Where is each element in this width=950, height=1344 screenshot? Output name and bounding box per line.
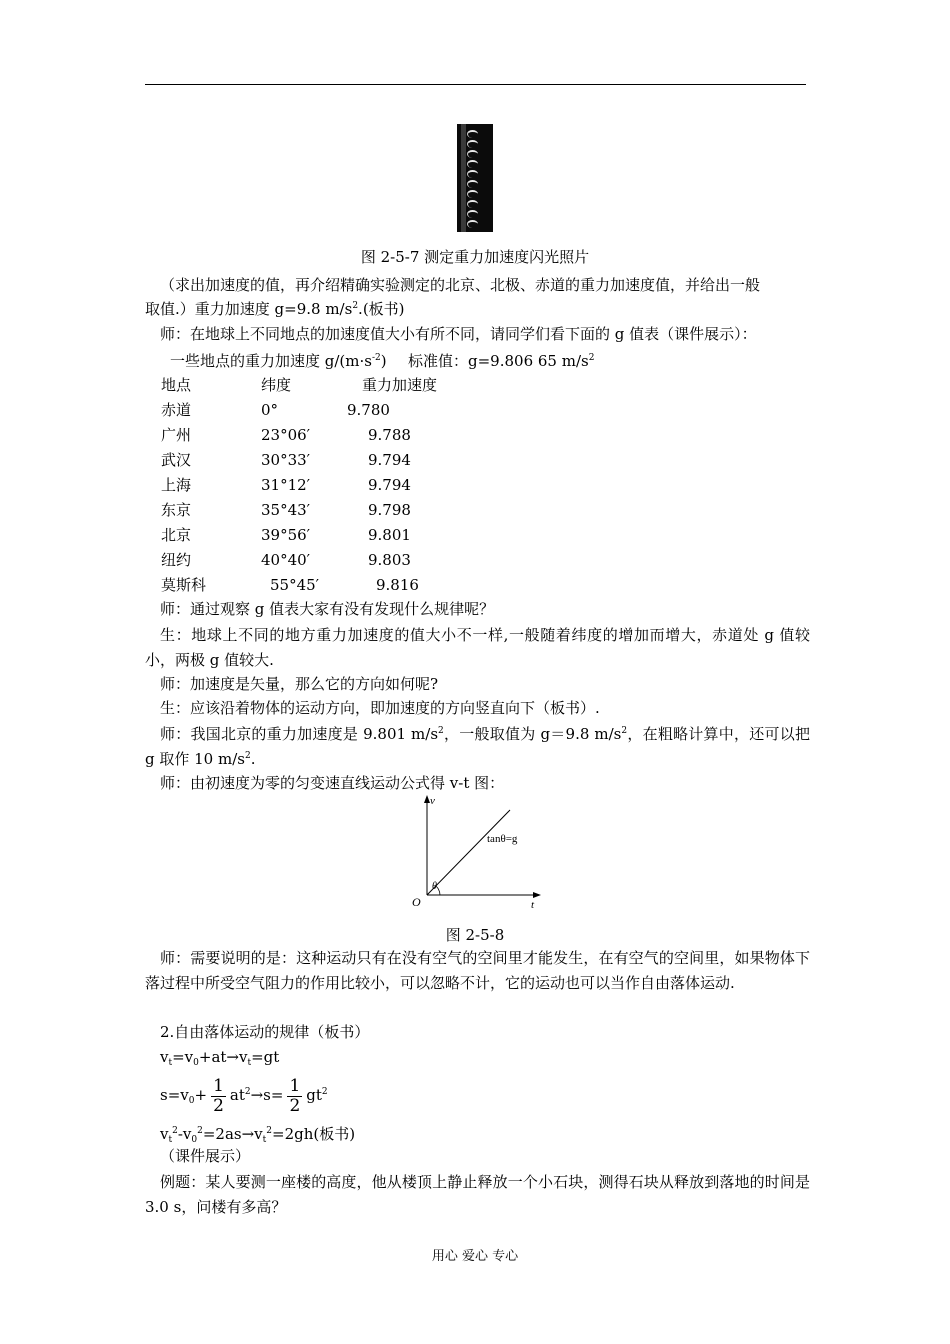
v-axis-label: v	[430, 795, 435, 807]
paragraph-line: 取值.）重力加速度 g=9.8 $m/s^2$.(板书)	[145, 300, 405, 318]
fraction-half: $\frac{1}{2}$	[213, 1075, 224, 1116]
dialog-answer: 生：地球上不同的地方重力加速度的值大小不一样,一般随着纬度的增加而增大，赤道处 g 值较小，两极 g 值较大.	[145, 626, 810, 669]
table-cell-g: 9.816	[376, 576, 419, 594]
dialog-question: 师：我国北京的重力加速度是 9.801 $m/s^2$，一般取值为 g＝9.8 $m/s^2$，在粗略计算中，还可以把 g 取作 10 $m/s^2$.	[145, 725, 810, 768]
table-cell-g: 9.803	[368, 551, 411, 569]
header-rule	[145, 84, 806, 85]
equation-velocity: $v_t=v_0+at\to v_t=gt$	[160, 1048, 280, 1068]
table-cell-latitude: 55°45′	[270, 576, 320, 594]
table-cell-g: 9.794	[368, 451, 411, 469]
t-axis-arrow	[533, 892, 541, 898]
table-cell-place: 北京	[161, 526, 192, 544]
table-header-latitude: 纬度	[261, 376, 292, 394]
photo-streak	[461, 124, 466, 232]
table-cell-latitude: 23°06′	[261, 426, 311, 444]
table-cell-g: 9.780	[347, 401, 390, 419]
table-cell-latitude: 40°40′	[261, 551, 311, 569]
dialog-question: 师：加速度是矢量，那么它的方向如何呢?	[160, 675, 439, 693]
fraction-half: $\frac{1}{2}$	[289, 1075, 301, 1116]
table-cell-place: 赤道	[161, 401, 192, 419]
equation-velocity-squared: $v_t^2-v_0^2=2as\to v_t^2=2gh$(板书)	[160, 1125, 356, 1145]
table-cell-place: 纽约	[161, 551, 192, 569]
paragraph-line: （求出加速度的值，再介绍精确实验测定的北京、北极、赤道的重力加速度值，并给出一般	[160, 276, 761, 294]
table-cell-latitude: 31°12′	[261, 476, 311, 494]
paragraph-line: 师：在地球上不同地点的加速度值大小有所不同，请同学们看下面的 g 值表（课件展示）：	[160, 325, 757, 343]
table-header-place: 地点	[161, 376, 192, 394]
table-header-gravity: 重力加速度	[362, 376, 438, 394]
flash-photo-image	[457, 124, 493, 232]
dialog-question: 师：通过观察 g 值表大家有没有发现什么规律呢？	[160, 600, 495, 618]
table-cell-g: 9.798	[368, 501, 411, 519]
slope-label: tanθ=g	[487, 833, 518, 845]
dialog-question: 师：由初速度为零的匀变速直线运动公式得 v-t 图：	[160, 774, 505, 792]
table-cell-latitude: 39°56′	[261, 526, 311, 544]
table-cell-latitude: 35°43′	[261, 501, 311, 519]
table-cell-place: 东京	[161, 501, 192, 519]
page-footer: 用心 爱心 专心	[431, 1249, 519, 1264]
table-cell-place: 广州	[161, 426, 192, 444]
table-standard-value: 标准值：g=9.806 65 $m/s^2$	[408, 352, 595, 370]
figure-caption-2-5-8: 图 2-5-8	[445, 926, 505, 944]
table-cell-latitude: 0°	[261, 401, 279, 419]
vt-graph	[400, 790, 550, 915]
table-cell-g: 9.788	[368, 426, 411, 444]
velocity-line	[427, 810, 510, 895]
dialog-answer: 生：应该沿着物体的运动方向，即加速度的方向竖直向下（板书）.	[160, 699, 600, 717]
courseware-note: （课件展示）	[160, 1147, 251, 1165]
equation-displacement: $s=v_0+$ $\frac{1}{2}$ $at^2\to s=$ $\frac{1}{2}$ $gt^2$	[160, 1075, 328, 1116]
origin-label: O	[412, 895, 421, 909]
theta-label: θ	[432, 881, 437, 892]
t-axis-label: t	[531, 899, 535, 911]
table-cell-latitude: 30°33′	[261, 451, 311, 469]
figure-caption-2-5-7: 图 2-5-7 测定重力加速度闪光照片	[360, 248, 590, 266]
note-paragraph: 师：需要说明的是：这种运动只有在没有空气的空间里才能发生，在有空气的空间里，如果物体下落过程中所受空气阻力的作用比较小，可以忽略不计，它的运动也可以当作自由落体运动.	[145, 949, 810, 992]
table-cell-place: 上海	[161, 476, 192, 494]
table-cell-place: 莫斯科	[161, 576, 207, 594]
table-cell-g: 9.794	[368, 476, 411, 494]
table-cell-g: 9.801	[368, 526, 411, 544]
example-problem: 例题：某人要测一座楼的高度，他从楼顶上静止释放一个小石块，测得石块从释放到落地的时间是 3.0 s，问楼有多高？	[145, 1173, 810, 1216]
table-title: 一些地点的重力加速度 $g/(m\cdot s^{-2})$	[170, 352, 387, 370]
table-cell-place: 武汉	[161, 451, 192, 469]
section-title: 2.自由落体运动的规律（板书）	[160, 1023, 370, 1041]
